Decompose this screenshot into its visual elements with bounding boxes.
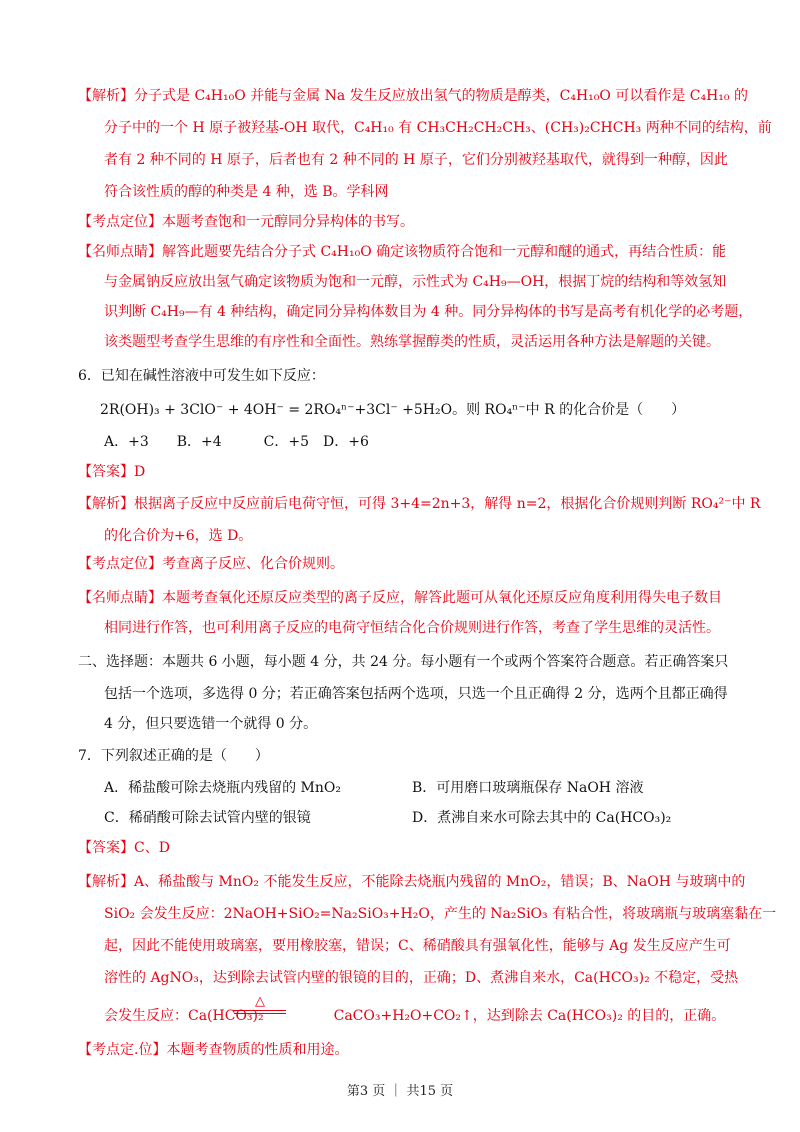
text-line: 会发生反应：Ca(HCO₃)₂ CaCO₃+H₂O+CO₂↑，达到除去 Ca(HCO₃)₂ 的目的，正确。 bbox=[104, 1008, 726, 1024]
text-line: 6．已知在碱性溶液中可发生如下反应： bbox=[78, 368, 325, 384]
question-option: D．煮沸自来水可除去其中的 Ca(HCO₃)₂ bbox=[412, 810, 672, 826]
text-line: 者有 2 种不同的 H 原子，后者也有 2 种不同的 H 原子，它们分别被羟基取代，就得到一种醇，因此 bbox=[104, 152, 728, 168]
text-line: A．+3 B．+4 C．+5 D．+6 bbox=[104, 434, 369, 450]
text-line: 【答案】C、D bbox=[78, 840, 170, 856]
text-line: 符合该性质的醇的种类是 4 种，选 B。学科网 bbox=[104, 184, 389, 200]
text-line: 包括一个选项，多选得 0 分；若正确答案包括两个选项，只选一个且正确得 2 分，选两个且都正确得 bbox=[104, 686, 728, 702]
text-line: 【解析】分子式是 C₄H₁₀O 并能与金属 Na 发生反应放出氢气的物质是醇类，C₄H₁₀O 可以看作是 C₄H₁₀ 的 bbox=[78, 88, 748, 104]
text-line: 【名师点睛】本题考查氧化还原反应类型的离子反应，解答此题可从氧化还原反应角度利用得失电子数目 bbox=[78, 590, 722, 606]
text-line: 7．下列叙述正确的是（ ） bbox=[78, 748, 269, 764]
text-line: 识判断 C₄H₉—有 4 种结构，确定同分异构体数目为 4 种。同分异构体的书写是高考有机化学的必考题， bbox=[104, 304, 753, 320]
text-line: 与金属钠反应放出氢气确定该物质为饱和一元醇，示性式为 C₄H₉—OH，根据丁烷的结构和等效氢知 bbox=[104, 274, 727, 290]
question-option: A．稀盐酸可除去烧瓶内残留的 MnO₂ bbox=[104, 780, 342, 796]
text-line: 溶性的 AgNO₃，达到除去试管内壁的银镜的目的，正确；D、煮沸自来水，Ca(HCO₃)₂ 不稳定，受热 bbox=[104, 970, 739, 986]
text-line: 【解析】根据离子反应中反应前后电荷守恒，可得 3+4=2n+3，解得 n=2，根据化合价规则判断 RO₄²⁻中 R bbox=[78, 496, 761, 512]
text-line: SiO₂ 会发生反应：2NaOH+SiO₂=Na₂SiO₃+H₂O，产生的 Na₂SiO₃ 有粘合性，将玻璃瓶与玻璃塞黏在一 bbox=[104, 906, 777, 922]
text-line: 【答案】D bbox=[78, 464, 146, 480]
text-line: 分子中的一个 H 原子被羟基-OH 取代，C₄H₁₀ 有 CH₃CH₂CH₂CH₃、(CH₃)₂CHCH₃ 两种不同的结构，前 bbox=[104, 120, 772, 136]
text-line: 【考点定位】本题考查饱和一元醇同分异构体的书写。 bbox=[78, 214, 414, 230]
question-option: B．可用磨口玻璃瓶保存 NaOH 溶液 bbox=[412, 780, 644, 796]
text-line: 二、选择题：本题共 6 小题，每小题 4 分，共 24 分。每小题有一个或两个答案符合题意。若正确答案只 bbox=[78, 654, 729, 670]
text-line: 相同进行作答，也可利用离子反应的电荷守恒结合化合价规则进行作答，考查了学生思维的灵活性。 bbox=[104, 620, 720, 636]
text-line: 【考点定位】考查离子反应、化合价规则。 bbox=[78, 556, 344, 572]
text-line: 【名师点睛】解答此题要先结合分子式 C₄H₁₀O 确定该物质符合饱和一元醇和醚的通式，再结合性质：能 bbox=[78, 244, 727, 260]
text-line: 2R(OH)₃ + 3ClO⁻ + 4OH⁻ = 2RO₄ⁿ⁻+3Cl⁻ +5H₂O。则 RO₄ⁿ⁻中 R 的化合价是（ ） bbox=[100, 402, 686, 418]
text-line: 【解析】A、稀盐酸与 MnO₂ 不能发生反应，不能除去烧瓶内残留的 MnO₂，错误；B、NaOH 与玻璃中的 bbox=[78, 874, 746, 890]
page-footer: 第3 页 ｜ 共15 页 bbox=[346, 1084, 454, 1099]
text-line: 起，因此不能使用玻璃塞，要用橡胶塞，错误；C、稀硝酸具有强氧化性，能够与 Ag 发生反应产生可 bbox=[104, 938, 731, 954]
text-line: 该类题型考查学生思维的有序性和全面性。熟练掌握醇类的性质，灵活运用各种方法是解题的关键。 bbox=[104, 334, 720, 350]
text-line: 【考点定.位】本题考查物质的性质和用途。 bbox=[78, 1042, 349, 1058]
question-option: C．稀硝酸可除去试管内壁的银镜 bbox=[104, 810, 311, 826]
text-line: 的化合价为+6，选 D。 bbox=[104, 528, 253, 544]
text-line: 4 分，但只要选错一个就得 0 分。 bbox=[104, 716, 318, 732]
delta-symbol: △ bbox=[255, 994, 265, 1009]
